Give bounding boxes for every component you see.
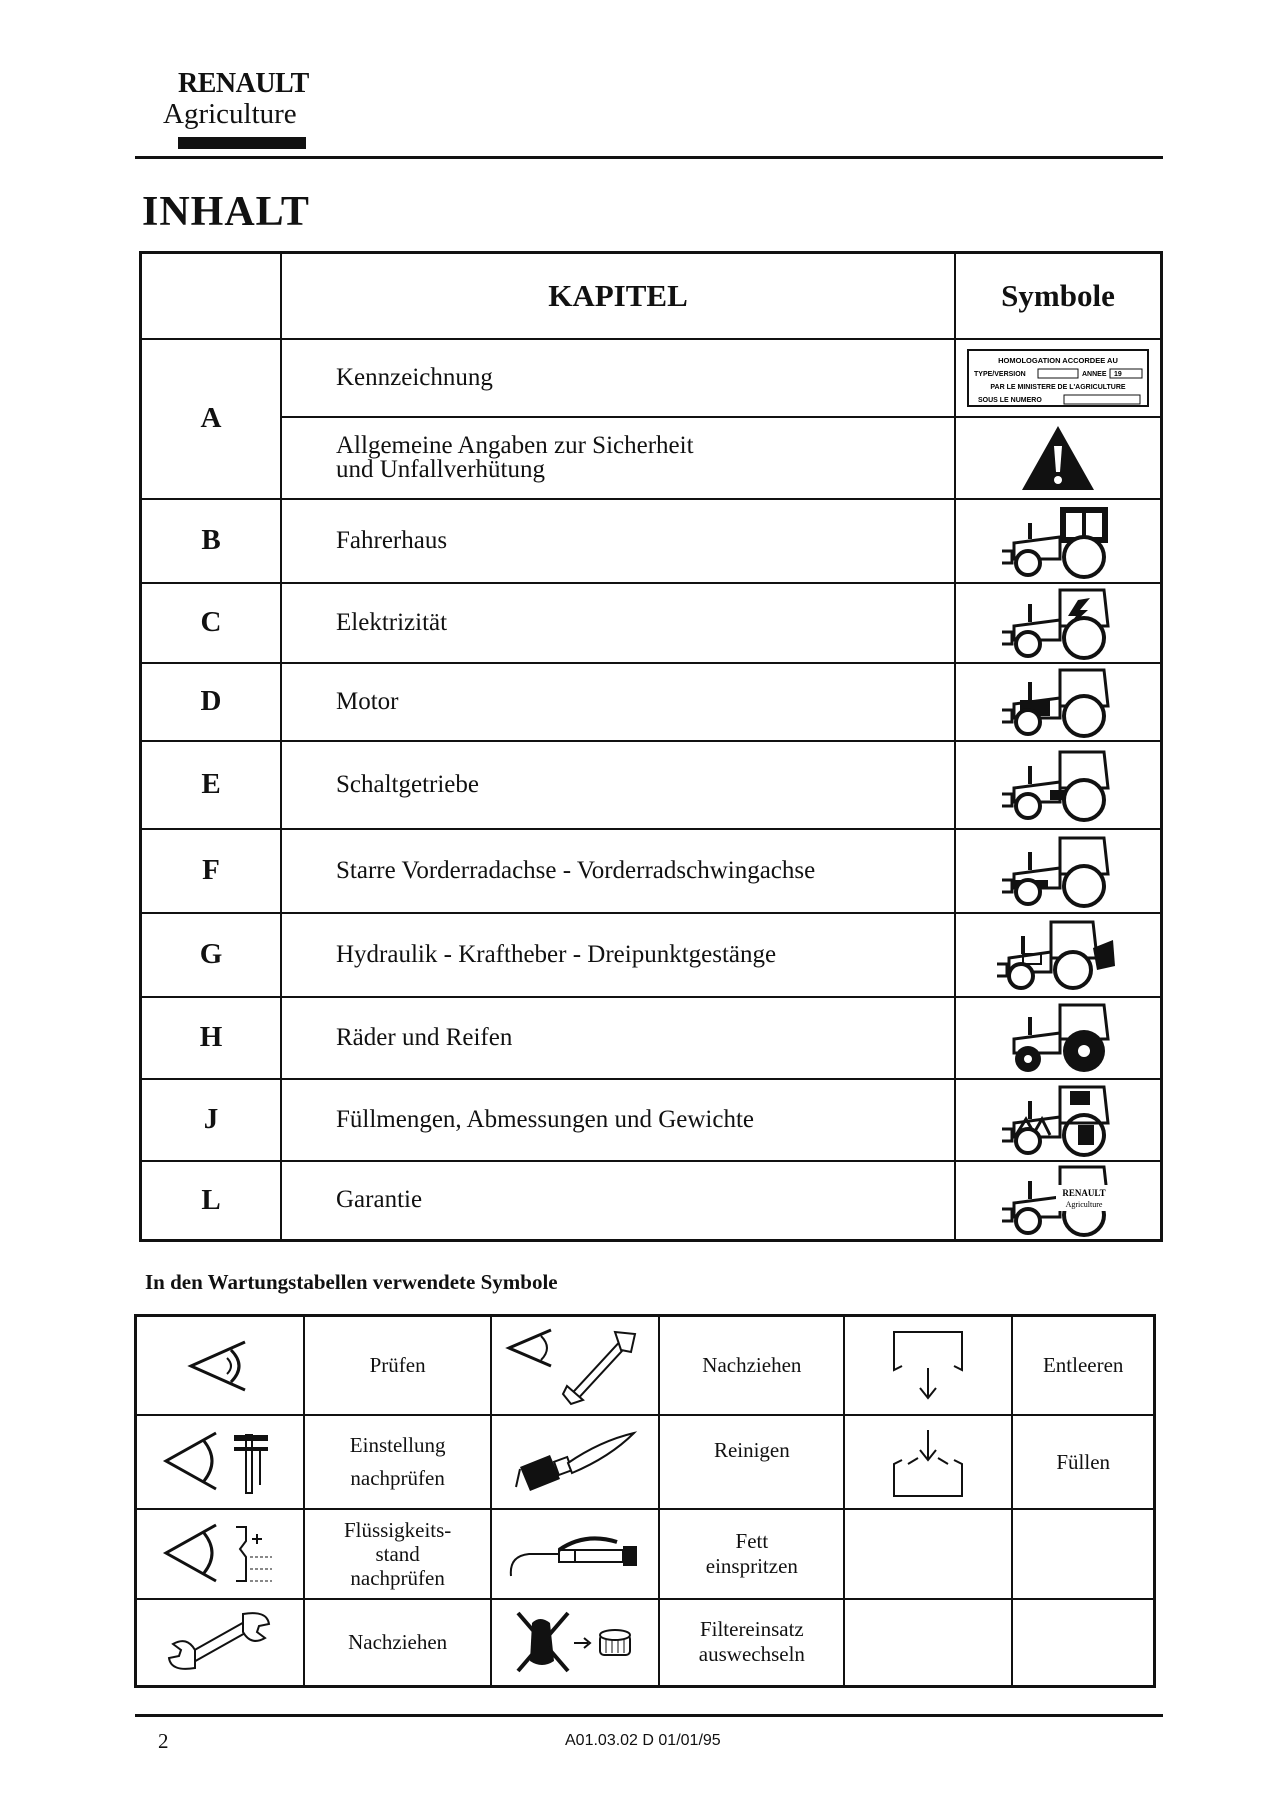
header-rule xyxy=(135,156,1163,159)
toc-chapter: Schaltgetriebe xyxy=(281,741,955,829)
toc-letter: F xyxy=(141,829,282,913)
document-code: A01.03.02 D 01/01/95 xyxy=(565,1732,721,1749)
toc-letter: C xyxy=(141,583,282,663)
empty-cell xyxy=(844,1509,1012,1598)
inspect-level-icon xyxy=(136,1509,305,1598)
plate-line2b: ANNEE xyxy=(1082,370,1107,378)
fill-icon xyxy=(844,1415,1012,1509)
tractor-front-axle-icon xyxy=(955,829,1162,913)
plate-line4: SOUS LE NUMERO xyxy=(978,396,1042,404)
page-title: INHALT xyxy=(142,189,310,235)
legend-label-filter xyxy=(659,1599,844,1687)
legend-label-filter-line2: auswechseln xyxy=(698,1642,805,1667)
toc-chapter: Garantie xyxy=(281,1161,955,1241)
legend-title: In den Wartungstabellen verwendete Symbole xyxy=(145,1270,558,1294)
legend-label-fluessigkeit-line1: Flüssigkeits- xyxy=(343,1518,452,1543)
legend-label-reinigen: Reinigen xyxy=(659,1415,844,1509)
homologation-plate-icon xyxy=(955,339,1162,417)
logo-brand: RENAULT xyxy=(178,68,309,99)
inspect-tighten-icon xyxy=(491,1316,659,1416)
toc-letter: A xyxy=(141,339,282,499)
legend-label-filter-line1: Filtereinsatz xyxy=(699,1617,804,1642)
warranty-sub: Agriculture xyxy=(1065,1200,1103,1210)
warning-triangle-icon xyxy=(955,417,1162,499)
toc-letter: H xyxy=(141,997,282,1079)
legend-label-einstellung-line2: nachprüfen xyxy=(350,1466,445,1491)
tractor-gearbox-icon xyxy=(955,741,1162,829)
legend-label-fuellen: Füllen xyxy=(1012,1415,1154,1509)
toc-chapter: Elektrizität xyxy=(281,583,955,663)
legend-label-fett-line2: einspritzen xyxy=(705,1554,798,1579)
toc-chapter: Räder und Reifen xyxy=(281,997,955,1079)
empty-cell xyxy=(844,1599,1012,1687)
logo-bar xyxy=(178,137,306,149)
legend-label-pruefen: Prüfen xyxy=(304,1316,491,1416)
logo-sub: Agriculture xyxy=(163,98,297,130)
empty-cell xyxy=(1012,1599,1154,1687)
letter-header xyxy=(141,253,282,339)
chapter-header: KAPITEL xyxy=(281,253,955,339)
inspect-eye-icon xyxy=(136,1316,305,1416)
replace-filter-icon xyxy=(491,1599,659,1687)
plate-line2c: 19 xyxy=(1114,370,1122,378)
brush-icon xyxy=(491,1415,659,1509)
toc-chapter-line1: Allgemeine Angaben zur Sicherheit xyxy=(336,431,694,459)
legend-label-nachziehen: Nachziehen xyxy=(659,1316,844,1416)
legend-table xyxy=(134,1314,1156,1688)
legend-label-fett-line1: Fett xyxy=(735,1529,769,1554)
legend-label-einstellung xyxy=(304,1415,491,1509)
tractor-capacities-icon xyxy=(955,1079,1162,1161)
page-number: 2 xyxy=(158,1729,169,1753)
toc-letter: E xyxy=(141,741,282,829)
empty-cell xyxy=(1012,1509,1154,1598)
plate-line3: PAR LE MINISTERE DE L'AGRICULTURE xyxy=(990,383,1126,391)
symbols-header: Symbole xyxy=(955,253,1162,339)
legend-label-fett xyxy=(659,1509,844,1598)
toc-chapter: Fahrerhaus xyxy=(281,499,955,583)
toc-letter: L xyxy=(141,1161,282,1241)
plate-line1: HOMOLOGATION ACCORDEE AU xyxy=(998,355,1118,365)
legend-label-entleeren: Entleeren xyxy=(1012,1316,1154,1416)
toc-chapter: Starre Vorderradachse - Vorderradschwingachse xyxy=(281,829,955,913)
toc-chapter xyxy=(281,417,955,499)
contents-table xyxy=(139,251,1163,1242)
legend-label-fluessigkeit-line3: nachprüfen xyxy=(350,1566,445,1591)
legend-label-nachziehen-2: Nachziehen xyxy=(304,1599,491,1687)
tractor-cab-icon xyxy=(955,499,1162,583)
toc-letter: J xyxy=(141,1079,282,1161)
footer-rule xyxy=(135,1714,1163,1717)
warranty-brand: RENAULT xyxy=(1062,1188,1106,1199)
legend-label-fluessigkeit xyxy=(304,1509,491,1598)
toc-chapter: Hydraulik - Kraftheber - Dreipunktgestänge xyxy=(281,913,955,997)
toc-letter: G xyxy=(141,913,282,997)
toc-letter: D xyxy=(141,663,282,741)
toc-chapter: Füllmengen, Abmessungen und Gewichte xyxy=(281,1079,955,1161)
toc-letter: B xyxy=(141,499,282,583)
tractor-wheels-icon xyxy=(955,997,1162,1079)
tractor-warranty-icon xyxy=(955,1161,1162,1241)
toc-chapter-line2: und Unfallverhütung xyxy=(336,455,545,483)
plate-line2a: TYPE/VERSION xyxy=(974,370,1026,378)
inspect-adjust-icon xyxy=(136,1415,305,1509)
legend-label-einstellung-line1: Einstellung xyxy=(349,1433,446,1458)
tractor-electric-icon xyxy=(955,583,1162,663)
legend-label-fluessigkeit-line2: stand xyxy=(375,1542,420,1567)
drain-icon xyxy=(844,1316,1012,1416)
toc-chapter: Motor xyxy=(281,663,955,741)
tractor-hydraulics-icon xyxy=(955,913,1162,997)
toc-chapter: Kennzeichnung xyxy=(281,339,955,417)
grease-gun-icon xyxy=(491,1509,659,1598)
wrench-icon xyxy=(136,1599,305,1687)
tractor-engine-icon xyxy=(955,663,1162,741)
